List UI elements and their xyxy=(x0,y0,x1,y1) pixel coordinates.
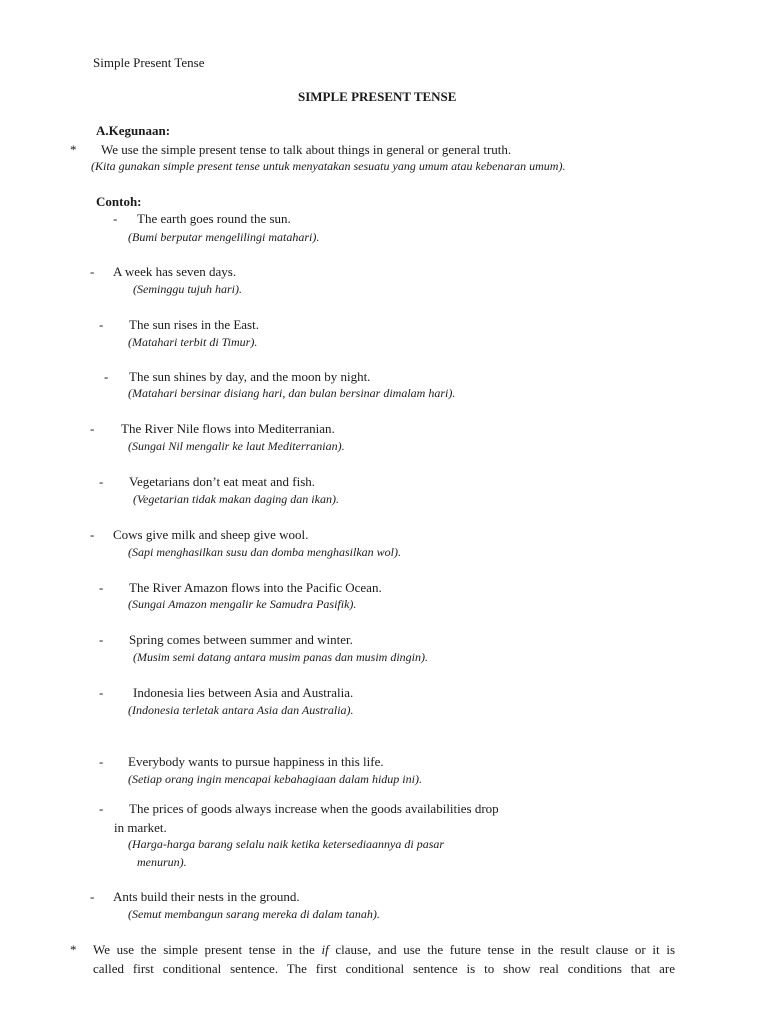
example-translation: (Vegetarian tidak makan daging dan ikan). xyxy=(133,492,339,506)
example-translation: (Sapi menghasilkan susu dan domba menghasilkan wol). xyxy=(128,545,401,559)
example-translation: (Semut membangun sarang mereka di dalam tanah). xyxy=(128,907,380,921)
list-dash: - xyxy=(90,264,95,279)
example-english: The prices of goods always increase when the goods availabilities drop xyxy=(129,801,499,816)
list-dash: - xyxy=(99,754,104,769)
list-dash: - xyxy=(99,685,104,700)
example-english: A week has seven days. xyxy=(113,264,237,279)
section-b-line-2: called first conditional sentence. The first conditional sentence is to show real conditions that are xyxy=(93,961,675,976)
if-keyword: if xyxy=(321,942,329,957)
example-english: Indonesia lies between Asia and Australia. xyxy=(133,685,354,700)
example-translation: (Matahari terbit di Timur). xyxy=(128,335,258,349)
list-dash: - xyxy=(99,474,104,489)
example-english: Everybody wants to pursue happiness in this life. xyxy=(128,754,384,769)
example-english: Ants build their nests in the ground. xyxy=(113,889,300,904)
example-english: The earth goes round the sun. xyxy=(137,211,291,226)
bullet-asterisk: * xyxy=(70,142,77,157)
example-translation: (Musim semi datang antara musim panas dan musim dingin). xyxy=(133,650,429,664)
section-b-text: clause, and use the future tense in the result clause or it is xyxy=(335,942,676,957)
example-translation: (Sungai Nil mengalir ke laut Mediterranian). xyxy=(128,439,345,453)
example-translation: (Seminggu tujuh hari). xyxy=(133,282,242,296)
example-english: Vegetarians don’t eat meat and fish. xyxy=(129,474,316,489)
section-b-text: We use the simple present tense in the xyxy=(93,942,315,957)
list-dash: - xyxy=(90,421,95,436)
example-english: The River Nile flows into Mediterranian. xyxy=(121,421,335,436)
list-dash: - xyxy=(99,801,104,816)
example-translation: (Bumi berputar mengelilingi matahari). xyxy=(128,230,320,244)
example-english: The sun shines by day, and the moon by night. xyxy=(129,369,371,384)
example-translation: (Setiap orang ingin mencapai kebahagiaan dalam hidup ini). xyxy=(128,772,422,786)
section-b-line-1 xyxy=(93,942,675,958)
example-english: The sun rises in the East. xyxy=(129,317,259,332)
example-english: Spring comes between summer and winter. xyxy=(129,632,353,647)
list-dash: - xyxy=(99,317,104,332)
example-english-continued: in market. xyxy=(114,820,167,835)
list-dash: - xyxy=(104,369,109,384)
bullet-asterisk: * xyxy=(70,942,77,957)
page-heading: SIMPLE PRESENT TENSE xyxy=(298,89,457,104)
document-title: Simple Present Tense xyxy=(93,55,205,70)
example-translation: (Sungai Amazon mengalir ke Samudra Pasifik). xyxy=(128,597,357,611)
list-dash: - xyxy=(113,211,118,226)
contoh-label: Contoh: xyxy=(96,194,142,209)
example-translation: (Indonesia terletak antara Asia dan Australia). xyxy=(128,703,354,717)
list-dash: - xyxy=(99,632,104,647)
example-translation: (Harga-harga barang selalu naik ketika ketersediaannya di pasar xyxy=(128,837,445,851)
list-dash: - xyxy=(99,580,104,595)
list-dash: - xyxy=(90,889,95,904)
example-english: The River Amazon flows into the Pacific Ocean. xyxy=(129,580,382,595)
list-dash: - xyxy=(90,527,95,542)
example-translation: (Matahari bersinar disiang hari, dan bulan bersinar dimalam hari). xyxy=(128,386,456,400)
section-a-title: A.Kegunaan: xyxy=(96,123,171,138)
section-a-text: We use the simple present tense to talk about things in general or general truth. xyxy=(101,142,512,157)
example-translation-continued: menurun). xyxy=(137,855,187,869)
example-english: Cows give milk and sheep give wool. xyxy=(113,527,309,542)
section-a-translation: (Kita gunakan simple present tense untuk menyatakan sesuatu yang umum atau kebenaran umum). xyxy=(91,159,566,173)
